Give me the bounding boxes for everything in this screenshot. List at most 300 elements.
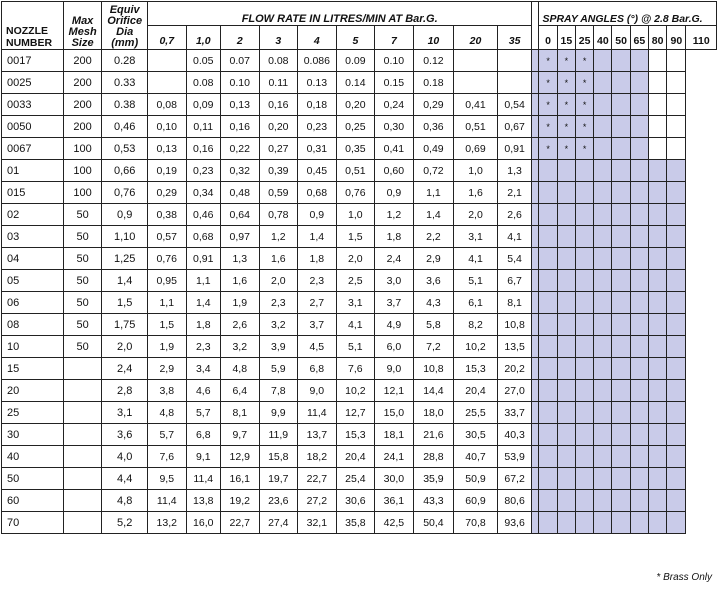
flow-rate-cell: 0,41: [454, 94, 498, 116]
flow-rate-cell: 0.05: [186, 50, 220, 72]
nozzle-number-cell: 50: [2, 468, 64, 490]
flow-rate-cell: 0,46: [186, 204, 220, 226]
orifice-dia-cell: 5,2: [102, 512, 148, 534]
flow-rate-cell: 0.13: [298, 72, 337, 94]
spray-angle-cell: [594, 402, 612, 424]
spray-angle-header: 90: [667, 26, 686, 50]
flow-rate-cell: [497, 72, 532, 94]
flow-rate-cell: 0.08: [259, 50, 298, 72]
orifice-dia-cell: 1,75: [102, 314, 148, 336]
flow-rate-cell: 10,2: [336, 380, 375, 402]
flow-rate-cell: 0,49: [413, 138, 454, 160]
spray-angle-cell: [594, 292, 612, 314]
spray-angle-cell: [575, 226, 593, 248]
flow-rate-cell: 0.09: [336, 50, 375, 72]
flow-rate-cell: 18,0: [413, 402, 454, 424]
spray-angle-cell: [594, 72, 612, 94]
brass-only-marker: *: [546, 121, 550, 132]
brass-only-marker: *: [582, 121, 587, 132]
spray-angle-cell: [630, 94, 648, 116]
nozzle-spec-table: [1, 1, 717, 534]
nozzle-number-cell: 15: [2, 358, 64, 380]
spray-angle-cell: [630, 116, 648, 138]
spray-angle-cell: [612, 402, 630, 424]
mesh-size-cell: 50: [63, 226, 102, 248]
table-row: [2, 292, 717, 314]
flow-rate-cell: 0.08: [186, 72, 220, 94]
spray-angle-cell: [575, 248, 593, 270]
flow-rate-cell: 3,4: [186, 358, 220, 380]
mesh-size-cell: 100: [63, 182, 102, 204]
spray-angle-cell: [612, 160, 630, 182]
table-row: [2, 270, 717, 292]
spray-angle-cell: [575, 336, 593, 358]
spray-angle-cell: [594, 94, 612, 116]
mesh-size-cell: 50: [63, 248, 102, 270]
table-row: [2, 50, 717, 72]
flow-rate-cell: 13,5: [497, 336, 532, 358]
flow-rate-cell: 2,7: [298, 292, 337, 314]
pressure-header: 3: [259, 26, 298, 50]
flow-rate-cell: 10,8: [413, 358, 454, 380]
spray-angle-cell: [648, 50, 666, 72]
spray-angle-cell: [532, 402, 539, 424]
spray-angle-cell: [557, 512, 575, 534]
spray-angle-cell: [557, 402, 575, 424]
flow-rate-cell: 0,76: [148, 248, 187, 270]
spray-angle-cell: [532, 424, 539, 446]
spray-angle-cell: [648, 270, 666, 292]
nozzle-number-cell: 0025: [2, 72, 64, 94]
spray-angle-cell: [539, 336, 557, 358]
orifice-header-line2: Orifice: [107, 15, 143, 27]
flow-rate-cell: 1,3: [221, 248, 260, 270]
flow-rate-cell: 5,9: [259, 358, 298, 380]
flow-rate-cell: 5,8: [413, 314, 454, 336]
spray-angle-cell: [575, 292, 593, 314]
flow-rate-cell: 18,1: [375, 424, 414, 446]
flow-rate-cell: 3,8: [148, 380, 187, 402]
spray-angle-cell: [612, 468, 630, 490]
flow-rate-cell: 0.10: [375, 50, 414, 72]
orifice-header-line4: (mm): [111, 37, 139, 49]
spray-angle-cell: [667, 138, 686, 160]
spray-angle-cell: [532, 490, 539, 512]
spray-angle-cell: [594, 380, 612, 402]
flow-rate-cell: 20,4: [336, 446, 375, 468]
flow-rate-cell: 50,4: [413, 512, 454, 534]
spray-angle-cell: [575, 94, 593, 116]
spray-angle-header: 25: [575, 26, 593, 50]
orifice-dia-cell: 1,4: [102, 270, 148, 292]
spray-angle-cell: [594, 226, 612, 248]
flow-rate-cell: 10,8: [497, 314, 532, 336]
flow-rate-cell: 3,0: [375, 270, 414, 292]
mesh-size-cell: 200: [63, 94, 102, 116]
nozzle-number-cell: 01: [2, 160, 64, 182]
flow-rate-cell: 0,24: [375, 94, 414, 116]
flow-rate-cell: 0,20: [259, 116, 298, 138]
flow-rate-cell: 9,5: [148, 468, 187, 490]
spray-angle-cell: [648, 204, 666, 226]
flow-rate-cell: 0.12: [413, 50, 454, 72]
flow-rate-cell: 0,19: [148, 160, 187, 182]
flow-rate-cell: 0,35: [336, 138, 375, 160]
flow-rate-cell: 0,30: [375, 116, 414, 138]
flow-rate-cell: 0,29: [148, 182, 187, 204]
spray-angle-header: 15: [557, 26, 575, 50]
pressure-header: 5: [336, 26, 375, 50]
spray-angle-cell: [667, 226, 686, 248]
spray-angle-cell: [539, 72, 557, 94]
mesh-size-cell: [63, 446, 102, 468]
orifice-dia-cell: 0,46: [102, 116, 148, 138]
spray-angle-cell: [557, 182, 575, 204]
flow-rate-cell: 5,1: [336, 336, 375, 358]
spray-angle-cell: [539, 490, 557, 512]
spray-angle-cell: [539, 402, 557, 424]
flow-rate-cell: 0,36: [413, 116, 454, 138]
spray-angle-cell: [667, 204, 686, 226]
flow-rate-cell: 0,39: [259, 160, 298, 182]
spray-angle-cell: [667, 358, 686, 380]
spray-angle-cell: [539, 292, 557, 314]
flow-rate-cell: 1,6: [259, 248, 298, 270]
flow-rate-cell: 11,4: [148, 490, 187, 512]
flow-rate-cell: 0,64: [221, 204, 260, 226]
flow-rate-cell: 70,8: [454, 512, 498, 534]
spray-angle-cell: [539, 204, 557, 226]
orifice-dia-cell: 0.33: [102, 72, 148, 94]
spray-angle-cell: [575, 116, 593, 138]
spray-angle-cell: [539, 248, 557, 270]
spray-angle-cell: [557, 424, 575, 446]
table-row: [2, 226, 717, 248]
spray-angle-cell: [539, 424, 557, 446]
flow-rate-cell: 16,1: [221, 468, 260, 490]
orifice-dia-cell: 2,0: [102, 336, 148, 358]
flow-rate-cell: 6,8: [298, 358, 337, 380]
table-row: [2, 512, 717, 534]
flow-rate-cell: 6,4: [221, 380, 260, 402]
pressure-header: 35: [497, 26, 532, 50]
spray-angle-cell: [594, 270, 612, 292]
flow-rate-cell: [148, 72, 187, 94]
flow-rate-cell: 0.07: [221, 50, 260, 72]
mesh-size-cell: [63, 380, 102, 402]
flow-rate-cell: 0,32: [221, 160, 260, 182]
spray-angle-cell: [594, 138, 612, 160]
nozzle-number-cell: 015: [2, 182, 64, 204]
spray-angle-cell: [539, 446, 557, 468]
spray-angle-cell: [532, 182, 539, 204]
flow-rate-cell: 12,7: [336, 402, 375, 424]
flow-rate-cell: 35,9: [413, 468, 454, 490]
flow-rate-cell: 40,7: [454, 446, 498, 468]
spray-angle-cell: [532, 314, 539, 336]
spray-angle-cell: [557, 204, 575, 226]
table-row: [2, 314, 717, 336]
spray-angle-cell: [648, 248, 666, 270]
spray-angle-cell: [630, 490, 648, 512]
flow-rate-cell: 0,91: [186, 248, 220, 270]
orifice-dia-cell: 0,53: [102, 138, 148, 160]
spray-angle-cell: [648, 116, 666, 138]
spray-angle-cell: [532, 248, 539, 270]
spray-angle-cell: [557, 116, 575, 138]
flow-rate-cell: 4,1: [454, 248, 498, 270]
spray-angle-cell: [539, 182, 557, 204]
spray-angle-cell: [557, 226, 575, 248]
flow-rate-cell: 1,8: [298, 248, 337, 270]
table-row: [2, 160, 717, 182]
mesh-size-cell: [63, 424, 102, 446]
spray-angle-cell: [532, 468, 539, 490]
flow-rate-cell: 3,9: [259, 336, 298, 358]
spray-angle-cell: [532, 116, 539, 138]
spray-angle-cell: [532, 204, 539, 226]
spray-angle-cell: [612, 204, 630, 226]
flow-rate-cell: 0.10: [221, 72, 260, 94]
orifice-dia-cell: 0,66: [102, 160, 148, 182]
flow-rate-cell: 21,6: [413, 424, 454, 446]
mesh-header-line2: Mesh: [68, 26, 97, 38]
spray-angle-cell: [539, 358, 557, 380]
flow-rate-cell: 30,0: [375, 468, 414, 490]
flow-rate-cell: 1,4: [413, 204, 454, 226]
orifice-dia-cell: 0.28: [102, 50, 148, 72]
mesh-size-header: [63, 2, 102, 50]
flow-rate-cell: 0,69: [454, 138, 498, 160]
flow-rate-cell: 6,8: [186, 424, 220, 446]
spray-angle-cell: [557, 314, 575, 336]
flow-rate-cell: 0,97: [221, 226, 260, 248]
nozzle-number-cell: 02: [2, 204, 64, 226]
spray-angle-cell: [630, 270, 648, 292]
spray-angle-cell: [575, 468, 593, 490]
brass-only-marker: *: [564, 99, 569, 110]
spray-angle-cell: [575, 314, 593, 336]
table-row: [2, 182, 717, 204]
pressure-header: 1,0: [186, 26, 220, 50]
flow-rate-cell: 0,23: [186, 160, 220, 182]
spray-angle-cell: [532, 446, 539, 468]
spray-angle-cell: [557, 358, 575, 380]
flow-rate-cell: 5,4: [497, 248, 532, 270]
brass-only-marker: *: [546, 99, 550, 110]
flow-rate-cell: 0,54: [497, 94, 532, 116]
spray-angle-cell: [630, 380, 648, 402]
spray-angle-cell: [575, 358, 593, 380]
flow-rate-cell: 0.15: [375, 72, 414, 94]
flow-rate-cell: 15,0: [375, 402, 414, 424]
table-row: [2, 402, 717, 424]
orifice-header-line1: Equiv: [109, 4, 140, 16]
nozzle-number-cell: 08: [2, 314, 64, 336]
flow-rate-cell: 3,2: [221, 336, 260, 358]
table-row: [2, 380, 717, 402]
flow-rate-cell: 3,2: [259, 314, 298, 336]
nozzle-number-cell: 10: [2, 336, 64, 358]
spray-angle-cell: [612, 182, 630, 204]
brass-only-marker: *: [564, 143, 569, 154]
spray-angle-cell: [532, 358, 539, 380]
spray-angle-cell: [612, 72, 630, 94]
spray-angle-cell: [648, 424, 666, 446]
spray-angle-cell: [594, 314, 612, 336]
flow-rate-cell: 0,08: [148, 94, 187, 116]
spray-angle-cell: [630, 248, 648, 270]
nozzle-number-cell: 0050: [2, 116, 64, 138]
flow-rate-cell: 0,9: [375, 182, 414, 204]
flow-rate-cell: 0,27: [259, 138, 298, 160]
flow-rate-cell: 4,9: [375, 314, 414, 336]
mesh-size-cell: 200: [63, 72, 102, 94]
spray-angle-cell: [612, 226, 630, 248]
flow-rate-cell: 0.14: [336, 72, 375, 94]
spray-angle-cell: [667, 270, 686, 292]
spray-angle-cell: [630, 512, 648, 534]
mesh-size-cell: 50: [63, 314, 102, 336]
mesh-size-cell: 50: [63, 336, 102, 358]
flow-rate-cell: 28,8: [413, 446, 454, 468]
spray-angle-cell: [667, 468, 686, 490]
spray-angle-cell: [594, 182, 612, 204]
flow-rate-cell: 0,13: [221, 94, 260, 116]
flow-rate-cell: 0.18: [413, 72, 454, 94]
flow-rate-cell: 0,51: [454, 116, 498, 138]
column-gap: [532, 2, 539, 50]
flow-rate-cell: 1,2: [375, 204, 414, 226]
flow-rate-cell: 24,1: [375, 446, 414, 468]
flow-rate-cell: 22,7: [221, 512, 260, 534]
spray-angle-cell: [575, 204, 593, 226]
spray-angle-cell: [612, 138, 630, 160]
flow-rate-cell: 12,9: [221, 446, 260, 468]
spray-angle-cell: [594, 490, 612, 512]
mesh-size-cell: 50: [63, 292, 102, 314]
flow-rate-cell: 1,8: [186, 314, 220, 336]
flow-rate-cell: 6,7: [497, 270, 532, 292]
spray-angle-header: 80: [648, 26, 666, 50]
spray-angle-cell: [539, 50, 557, 72]
orifice-dia-cell: 0,76: [102, 182, 148, 204]
flow-rate-cell: 0,76: [336, 182, 375, 204]
flow-rate-cell: 5,1: [454, 270, 498, 292]
spray-angle-cell: [667, 446, 686, 468]
spray-angle-cell: [667, 292, 686, 314]
flow-rate-cell: 7,8: [259, 380, 298, 402]
flow-rate-cell: 0,60: [375, 160, 414, 182]
pressure-header: 7: [375, 26, 414, 50]
orifice-dia-cell: 0.38: [102, 94, 148, 116]
orifice-dia-cell: 1,10: [102, 226, 148, 248]
brass-only-marker: *: [582, 143, 587, 154]
spray-angle-cell: [630, 358, 648, 380]
flow-rate-cell: 0,45: [298, 160, 337, 182]
flow-rate-cell: 2,9: [148, 358, 187, 380]
spray-angle-cell: [667, 380, 686, 402]
flow-rate-cell: 11,4: [186, 468, 220, 490]
flow-rate-cell: 1,1: [413, 182, 454, 204]
spray-angle-cell: [557, 490, 575, 512]
flow-rate-cell: 13,7: [298, 424, 337, 446]
flow-rate-cell: 1,0: [336, 204, 375, 226]
flow-rate-cell: 0,68: [298, 182, 337, 204]
spray-angle-cell: [594, 446, 612, 468]
spray-angle-cell: [539, 380, 557, 402]
flow-rate-cell: 80,6: [497, 490, 532, 512]
flow-rate-cell: 7,6: [148, 446, 187, 468]
spray-angle-cell: [594, 248, 612, 270]
brass-only-marker: *: [582, 99, 587, 110]
flow-rate-cell: 0.11: [259, 72, 298, 94]
spray-angle-header: 40: [594, 26, 612, 50]
brass-only-marker: *: [582, 77, 587, 88]
flow-rate-cell: 0,13: [148, 138, 187, 160]
orifice-dia-header: [102, 2, 148, 50]
flow-rate-cell: 20,4: [454, 380, 498, 402]
spray-angle-cell: [532, 160, 539, 182]
flow-rate-cell: 9,0: [298, 380, 337, 402]
spray-angle-cell: [648, 402, 666, 424]
flow-rate-cell: 0,23: [298, 116, 337, 138]
spray-angle-cell: [532, 138, 539, 160]
flow-rate-cell: 60,9: [454, 490, 498, 512]
orifice-dia-cell: 4,4: [102, 468, 148, 490]
spray-angle-cell: [612, 116, 630, 138]
flow-rate-cell: 2,9: [413, 248, 454, 270]
table-row: [2, 116, 717, 138]
table-row: [2, 138, 717, 160]
spray-angle-cell: [630, 204, 648, 226]
spray-angle-cell: [557, 380, 575, 402]
spray-angle-cell: [648, 468, 666, 490]
spray-angle-cell: [648, 314, 666, 336]
flow-rate-cell: 0,48: [221, 182, 260, 204]
spray-angle-cell: [667, 424, 686, 446]
flow-rate-cell: 2,0: [336, 248, 375, 270]
flow-rate-cell: 1,1: [186, 270, 220, 292]
spray-angle-cell: [612, 358, 630, 380]
spray-angle-cell: [594, 336, 612, 358]
flow-rate-cell: 8,1: [221, 402, 260, 424]
brass-only-marker: *: [546, 55, 550, 66]
flow-rate-cell: 2,3: [298, 270, 337, 292]
spray-angle-cell: [594, 116, 612, 138]
flow-rate-cell: 4,1: [336, 314, 375, 336]
spray-angle-cell: [667, 72, 686, 94]
spray-angle-cell: [630, 50, 648, 72]
spray-angle-cell: [667, 50, 686, 72]
spray-angle-cell: [594, 358, 612, 380]
flow-rate-cell: 0,41: [375, 138, 414, 160]
flow-rate-cell: 1,0: [454, 160, 498, 182]
spray-angle-cell: [532, 226, 539, 248]
brass-only-marker: *: [564, 121, 569, 132]
spray-angle-cell: [575, 512, 593, 534]
mesh-size-cell: [63, 468, 102, 490]
spray-angle-cell: [630, 314, 648, 336]
flow-rate-cell: 3,1: [336, 292, 375, 314]
brass-only-marker: *: [564, 77, 569, 88]
spray-angle-cell: [575, 72, 593, 94]
flow-rate-cell: 9,7: [221, 424, 260, 446]
mesh-header-line3: Size: [71, 37, 94, 49]
flow-rate-cell: 11,9: [259, 424, 298, 446]
flow-rate-cell: 30,5: [454, 424, 498, 446]
flow-rate-cell: 0,18: [298, 94, 337, 116]
